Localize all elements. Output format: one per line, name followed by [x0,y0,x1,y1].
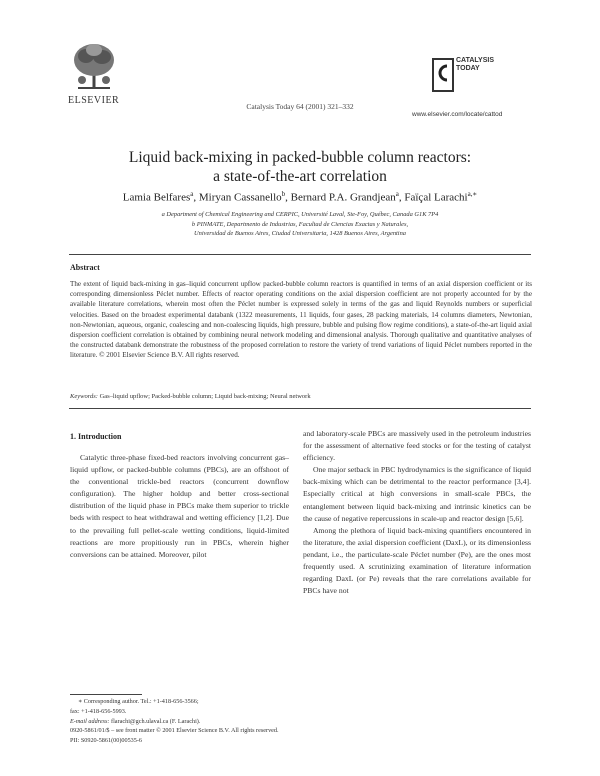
journal-logo-line2: TODAY [456,65,480,72]
article-title [60,148,540,186]
pii-line: PII: S0920-5861(00)00535-6 [70,736,143,744]
author-name: Faïçal Larachi [404,191,468,204]
affiliation-b: b PINMATE, Departmento de Industrias, Facultad de Ciencias Exactas y Naturales, [191,221,409,228]
abstract-text: The extent of liquid back-mixing in gas–liquid concurrent upflow packed-bubble column reactors is quantified in terms of an axial dispersion coefficient or its corresponding dimensionless Péclet number. Effects of reactor operating conditions on the axial dispersion coefficient are not properly accounted for by the available literature correlations, wherein most often the Péclet number is expressed solely in terms of the gas and liquid Reynolds numbers or superficial velocities. Based on the broadest experimental databank (1322 measurements, 11 liquids, four gases, 28 packing materials, 14 columns diameters, Newtonian, non-Newtonian, aqueous, organic, coalescing and non-coalescing liquids, high pressure, bubble and pulsing flow regime conditions), a state-of-the-art liquid axial dispersion coefficient correlation is obtained by combining neural network modeling and dimensional analysis. Thorough qualitative and quantitative analyses of the constructed databank demonstrate the robustness of the proposed correlation to restore the variety of trend variations of liquid Péclet numbers reported in the literature. © 2001 Elsevier Science B.V. All rights reserved. [70,280,532,360]
abstract-heading: Abstract [70,263,100,272]
affiliation-b-cont: Universidad de Buenos Aires, Ciudad Universitaria, 1428 Buenos Aires, Argentina [194,230,406,237]
divider-bottom [69,408,531,409]
keywords [70,393,311,400]
author-name: Bernard P.A. Grandjean [290,191,396,204]
body-right-column [303,428,531,597]
author-list: Lamia Belfares$^a$, Miryan Cassanello$^b$, Bernard P.A. Grandjean$^a$, Faïçal Larachi$^{a,∗}$ [122,190,478,204]
copyright-line: 0920-5861/01/$ – see front matter © 2001 Elsevier Science B.V. All rights reserved. [70,727,279,734]
keywords-text: Gas–liquid upflow; Packed-bubble column; Liquid back-mixing; Neural network [99,393,311,400]
footnote-email[interactable]: flarachi@gch.ulaval.ca (F. Larachi). [111,717,201,725]
title-line-2: a state-of-the-art correlation [213,168,387,185]
journal-cover-icon [432,58,454,92]
publisher-name: ELSEVIER [68,95,120,106]
footnote-email-line [70,717,290,727]
author-sup: b [281,190,286,198]
affiliation-a: a Department of Chemical Engineering and CERPIC, Université Laval, Ste-Foy, Québec, Canada G1K 7P4 [161,211,439,218]
author-name: Lamia Belfares [122,191,191,204]
keywords-label: Keywords: [70,393,98,400]
divider-top [69,254,531,255]
author-sup: a [395,190,399,198]
journal-url[interactable]: www.elsevier.com/locate/cattod [412,111,503,118]
paragraph: Catalytic three-phase fixed-bed reactors involving concurrent gas–liquid upflow, or packed-bubble columns (PBCs), are an offshoot of the conventional trickle-bed reactors (concurrent downflow configuration). The higher holdup and better cross-sectional distribution of the liquid phase in PBCs make them superior to trickle beds with respect to heat withdrawal and wetting efficiency [1,2]. Due to the prevailing full pellet-scale wetting conditions, liquid-limited reactions are more propitiously run in PBCs, wherein higher conversions can be attained. Moreover, pilot [70,453,289,559]
section-heading-introduction: 1. Introduction [70,432,122,441]
footnote-email-label: E-mail address: [70,717,110,725]
author-name: Miryan Cassanello [198,191,282,204]
paragraph: and laboratory-scale PBCs are massively used in the petroleum industries for the assessment of alternative feed stocks or for the testing of catalyst efficiency. [303,429,531,463]
body-left-column [70,452,289,561]
journal-logo-line1: CATALYSIS [456,57,494,64]
footnote-divider [70,694,142,695]
footnote-fax: fax: +1-418-656-5993. [70,707,127,715]
copyright-info [70,726,279,745]
elsevier-tree-logo [68,40,120,92]
journal-logo-text [456,57,494,73]
title-line-1: Liquid back-mixing in packed-bubble column reactors: [128,149,472,166]
author-sup: a [190,190,194,198]
footnote [70,697,290,726]
footnote-corresponding: ∗ Corresponding author. Tel.: +1-418-656-3566; [78,698,199,705]
author-sup: a,∗ [467,190,478,198]
paragraph: Among the plethora of liquid back-mixing quantifiers encountered in the literature, the axial dispersion coefficient (DaxL), or its dimensionless pendant, i.e., the particulate-scale Péclet number (Pe), are the ones most frequently used. A scrutinizing examination of literature information regarding DaxL (or Pe) reveals that the rare correlations available for PBCs have not [303,525,531,596]
paragraph: One major setback in PBC hydrodynamics is the significance of liquid back-mixing which can be detrimental to the reactor performance [3,4]. Especially critical at high conversions in small-scale PBCs, the entanglement between liquid back-mixing and intrinsic kinetics can be the cause of negative repercussions in scale-up and reactor design [5,6]. [303,465,531,523]
journal-reference: Catalysis Today 64 (2001) 321–332 [246,102,354,111]
